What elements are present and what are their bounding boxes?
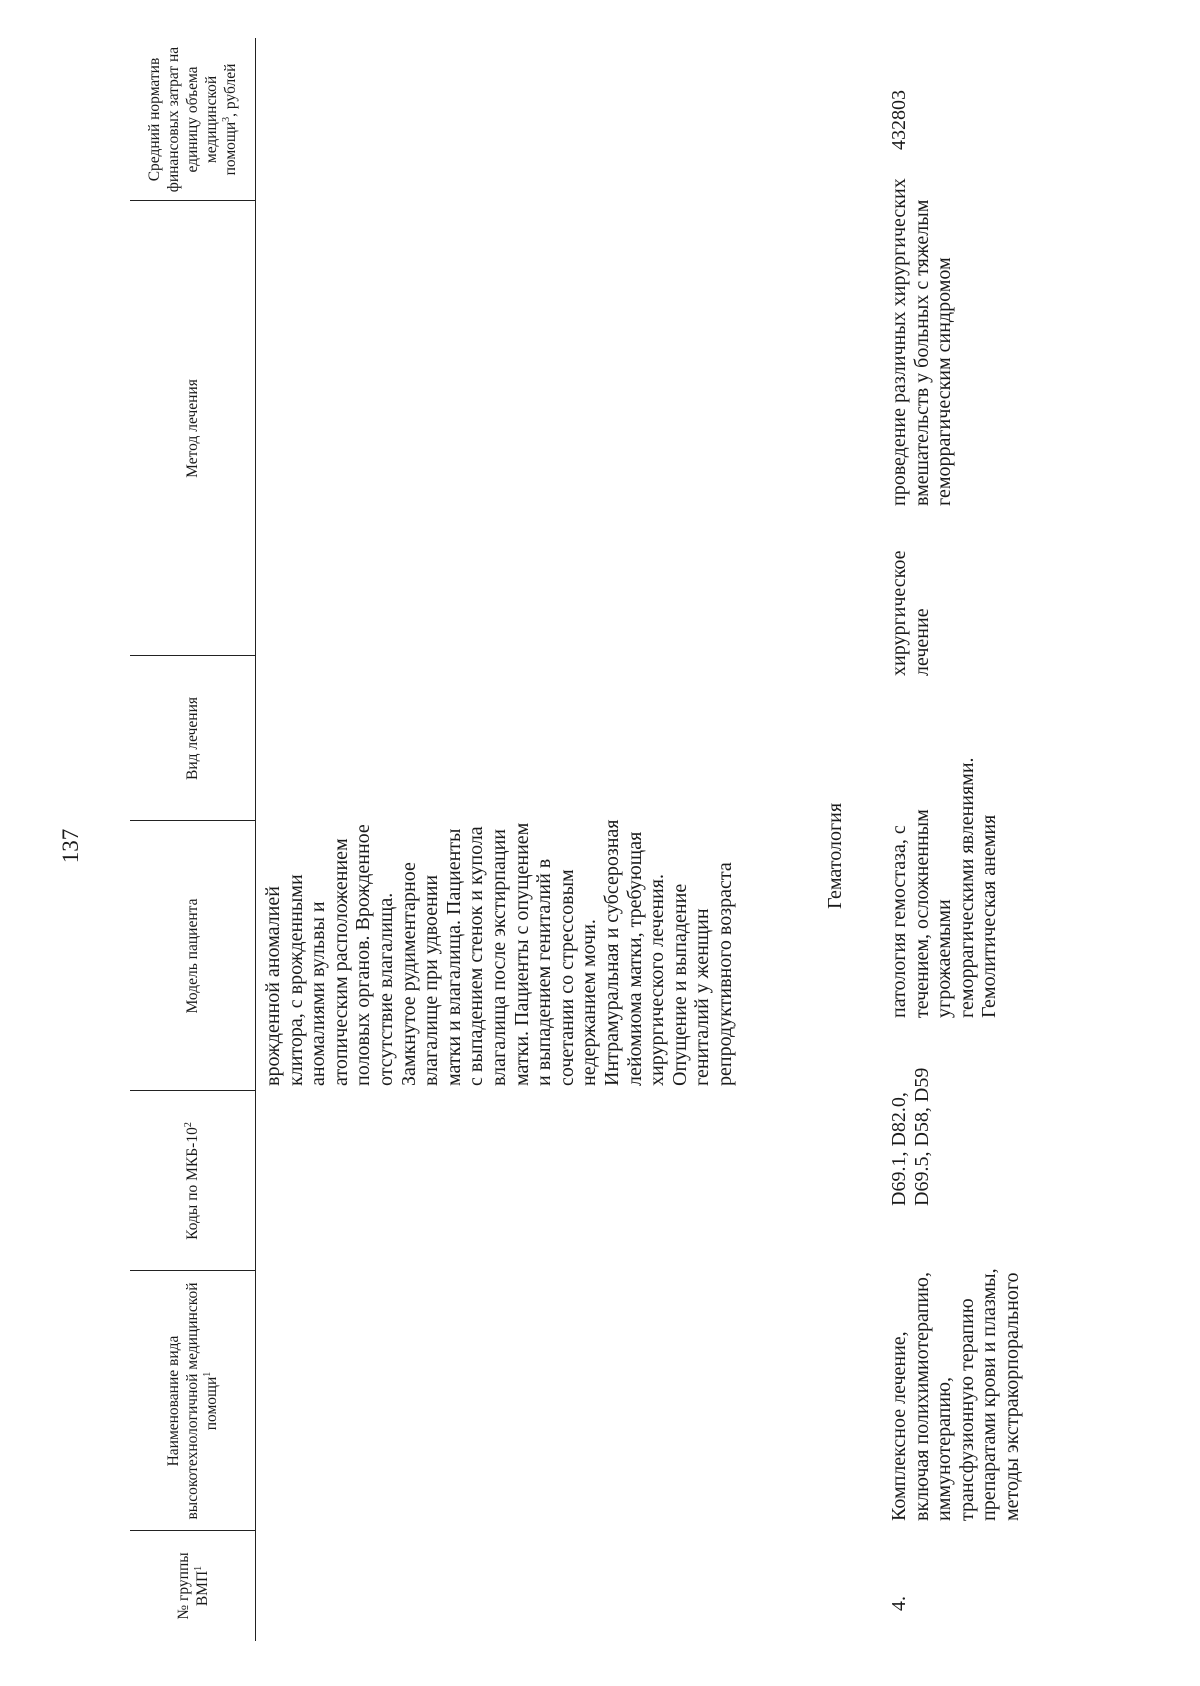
row-patient-model: патология гемостаза, с течением, осложненным угрожаемыми геморрагическими явлениями. Гемолитическая анемия [888, 757, 1001, 1018]
footnote-marker: 3 [220, 116, 232, 122]
row-cost: 432803 [888, 90, 910, 150]
footnote-marker: 1 [201, 1371, 213, 1377]
header-vmp-name-text: Наименование вида высокотехнологичной медицинской помощи [165, 1282, 220, 1520]
header-group-no-text: № группы ВМП [174, 1552, 211, 1620]
row-group-no: 4. [888, 1596, 910, 1611]
row-vmp-name: Комплексное лечение, включая полихимиотерапию, иммунотерапию, трансфузионную терапию препаратами крови и плазмы, методы экстракорпорального [888, 1268, 1023, 1521]
footnote-marker: 2 [182, 1122, 194, 1128]
row-treatment-method: проведение различных хирургических вмешательств у больных с тяжелым геморрагическим синдромом [888, 178, 956, 506]
header-treatment-method [130, 201, 255, 656]
header-icd-codes [130, 1091, 255, 1271]
row-icd-codes: D69.1, D82.0, D69.5, D58, D59 [888, 1067, 933, 1206]
page-number: 137 [58, 828, 83, 864]
header-cost-norm [130, 38, 255, 201]
header-treatment-type [130, 656, 255, 821]
header-group-no [130, 1531, 255, 1641]
table-header [130, 38, 256, 1641]
footnote-marker: 1 [192, 1565, 204, 1571]
header-patient-model [130, 821, 255, 1091]
header-patient-model-text: Модель пациента [184, 898, 201, 1014]
header-cost-norm-unit: , рублей [222, 63, 239, 117]
row-treatment-type: хирургическое лечение [888, 550, 933, 676]
header-treatment-type-text: Вид лечения [184, 696, 201, 781]
section-title: Гематология [824, 802, 846, 910]
header-cost-norm-text: Средний норматив финансовых затрат на единицу объема медицинской помощи [146, 46, 239, 193]
header-vmp-name [130, 1271, 255, 1531]
header-treatment-method-text: Метод лечения [184, 379, 201, 478]
continuation-patient-model: врожденной аномалией клитора, с врожденными аномалиями вульвы и атопическим расположением половых органов. Врожденное отсутствие влагалища. Замкнутое рудиментарное влагалище при удвоении матки и влагалища. Пациенты с выпадением стенок и купола влагалища после экстирпации матки. Пациенты с опущением и выпадением гениталий в сочетании со стрессовым недержанием мочи. Интрамуральная и субсерозная лейомиома матки, требующая хирургического лечения. Опущение и выпадение гениталий у женщин репродуктивного возраста [262, 819, 736, 1086]
header-icd-codes-text: Коды по МКБ-10 [184, 1127, 201, 1240]
